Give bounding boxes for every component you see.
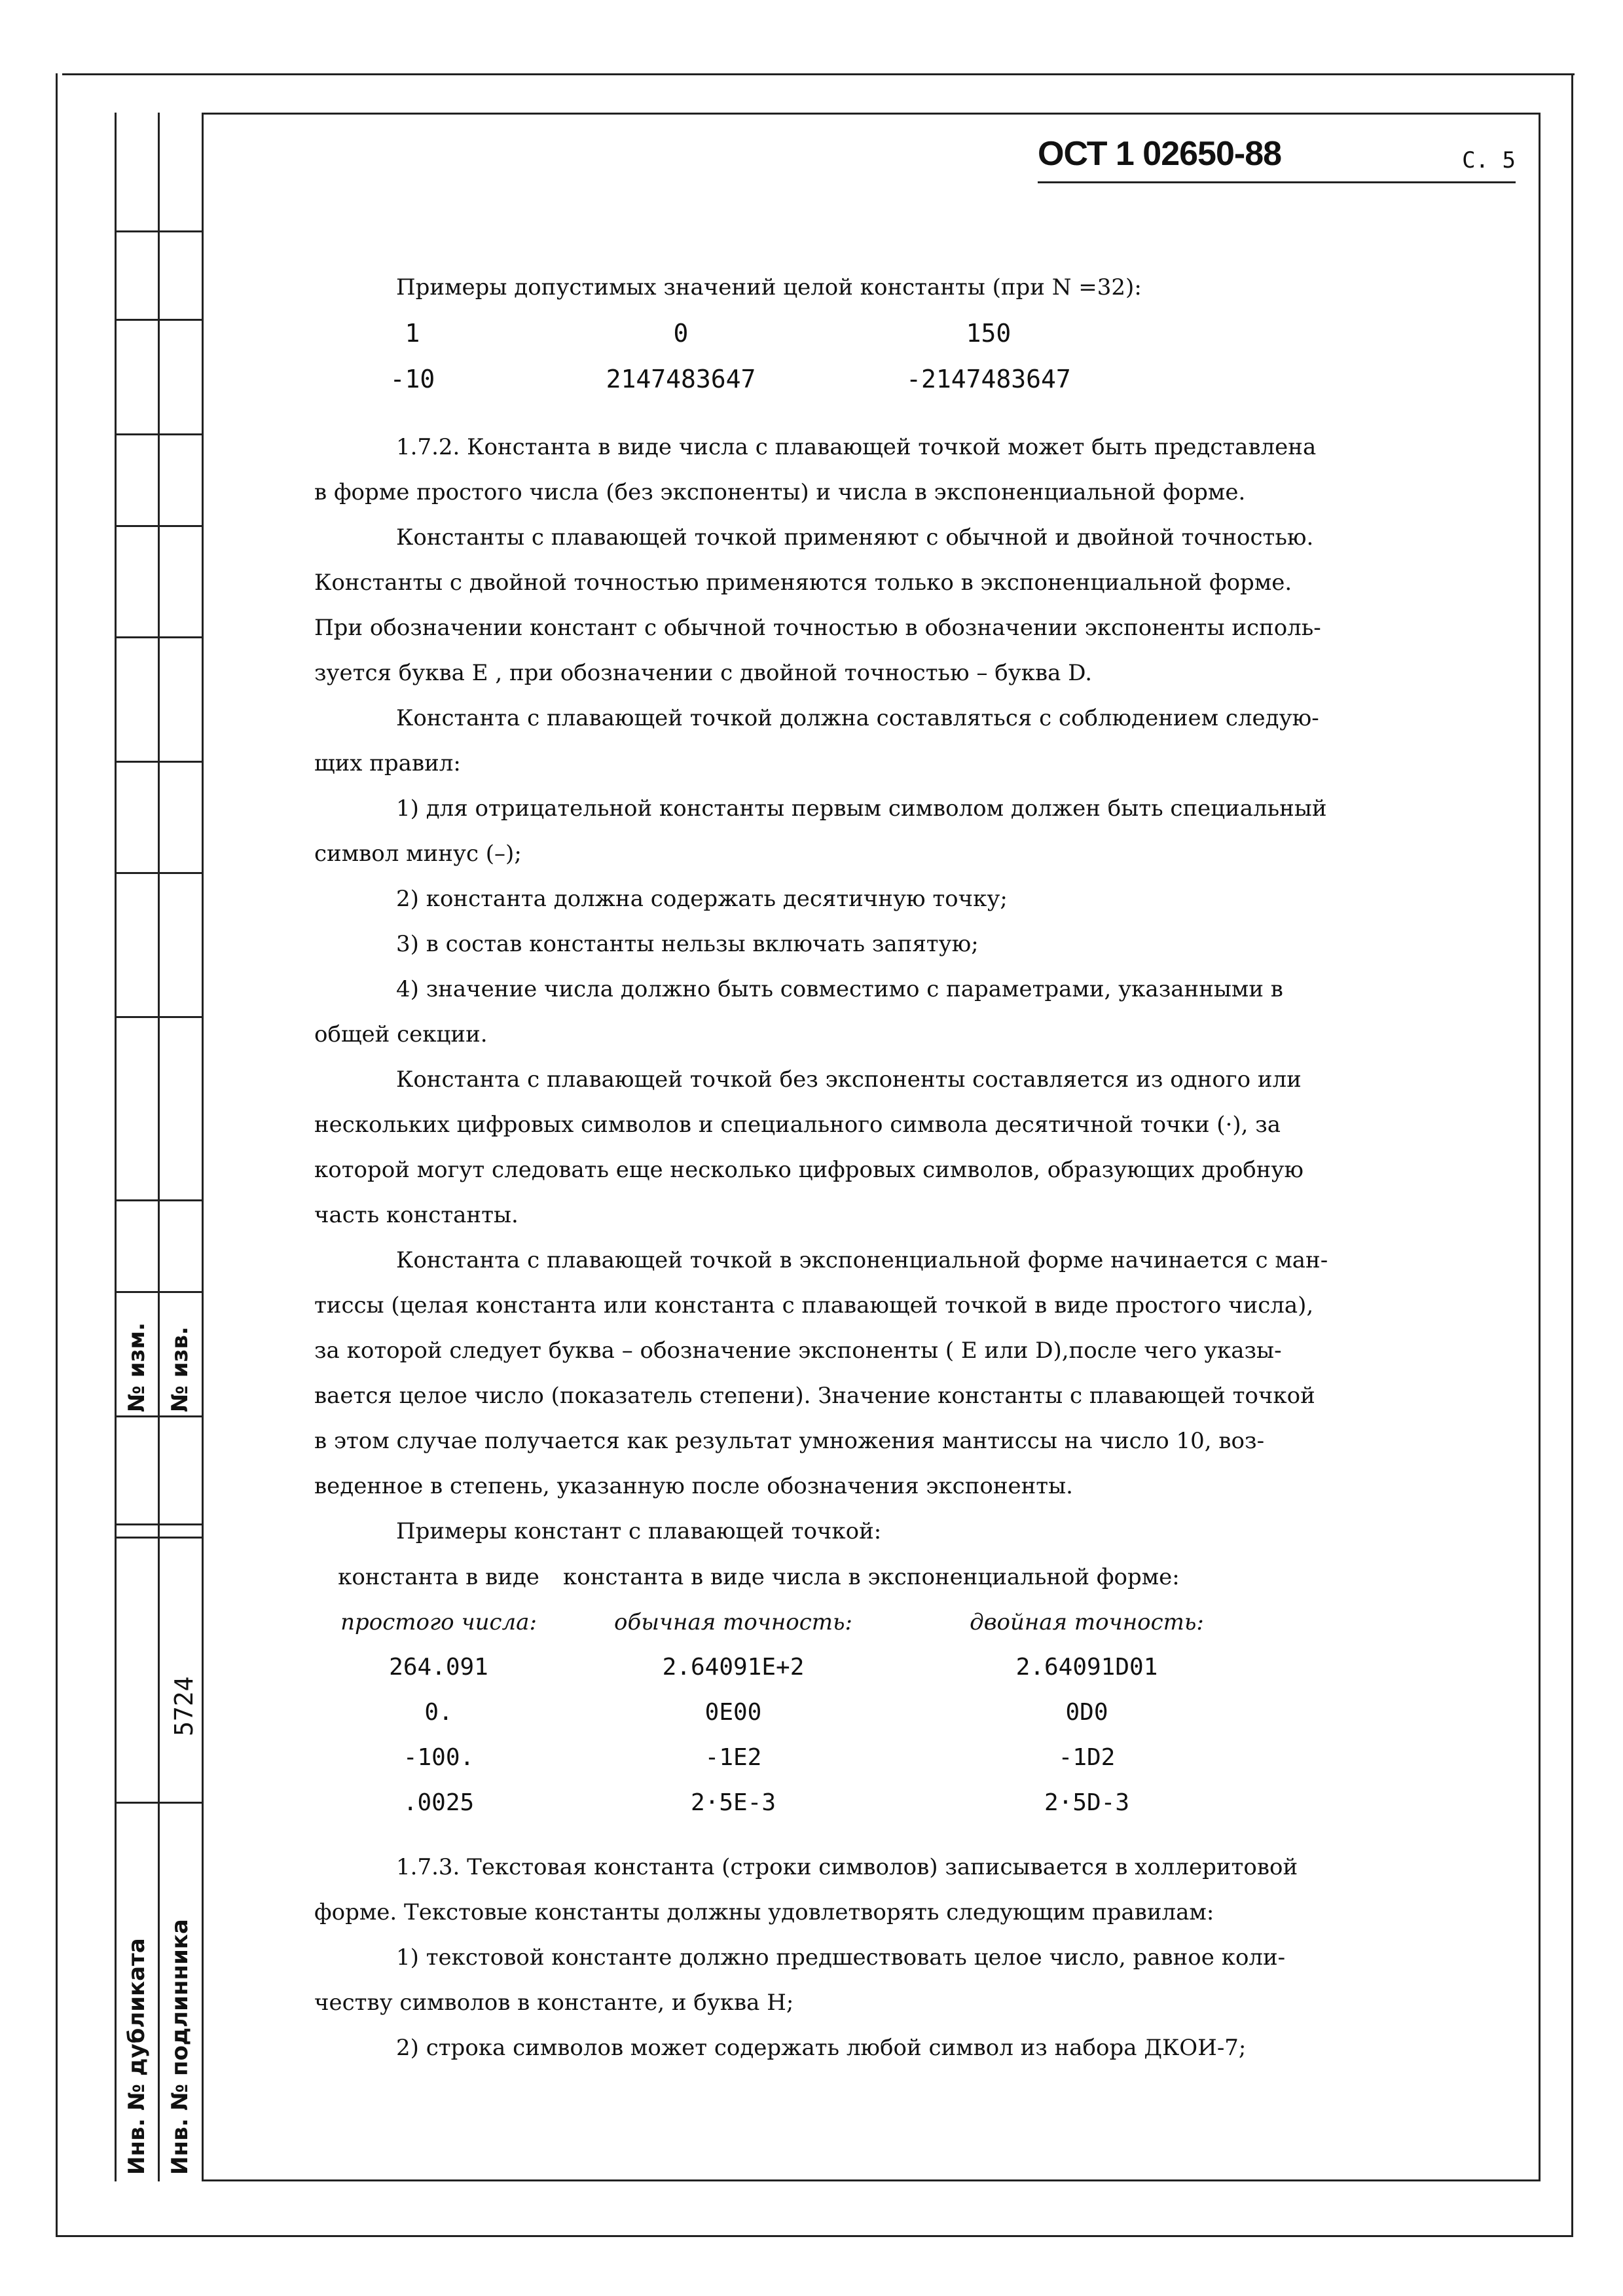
paragraph-line: которой могут следовать еще несколько цифровых символов, образующих дробную [314,1157,1304,1183]
stamp-row-line [115,433,202,435]
fp-example: 2.64091E+2 [662,1654,805,1681]
inv-original-label: Инв. № подлинника [167,1919,193,2175]
paragraph-line: При обозначении констант с обычной точностью в обозначении экспоненты исполь- [314,615,1321,641]
rule-item: 4) значение числа должно быть совместимо с параметрами, указанными в [396,976,1283,1002]
paragraph-line: Константы с двойной точностью применяются только в экспоненциальной форме. [314,570,1292,596]
fp-example: 0E00 [704,1699,762,1726]
stamp-row-line [115,1537,202,1539]
int-example: 1 [405,319,420,348]
int-example: 0 [673,319,689,348]
fp-table-row [314,1645,1440,1690]
paragraph-line: Константы с плавающей точкой применяют с обычной и двойной точностью. [396,524,1314,551]
stamp-row-line [115,761,202,763]
stamp-line-left [115,113,117,2181]
fp-table-heading: обычная точность: [613,1609,853,1635]
paragraph-line: тиссы (целая константа или константа с плавающей точкой в виде простого числа), [314,1292,1314,1319]
section-1-7-3-line: 1.7.3. Текстовая константа (строки символов) записывается в холлеритовой [396,1854,1298,1880]
fp-table-subheader [314,1599,1440,1645]
int-example: -10 [390,365,435,393]
fp-example: .0025 [403,1789,475,1816]
stamp-row-line [115,319,202,321]
fp-table-header [314,1554,1440,1599]
stamp-row-line [115,525,202,527]
document-body [314,265,1440,2071]
section-1-7-3-line: форме. Текстовые константы должны удовлетворять следующим правилам: [314,1899,1214,1925]
stamp-line-middle [158,113,160,2181]
section-1-7-2-line: 1.7.2. Константа в виде числа с плавающей точкой может быть представлена [396,434,1317,460]
section-1-7-2-line: в форме простого числа (без экспоненты) и числа в экспоненциальной форме. [314,479,1246,505]
fp-examples-intro: Примеры констант с плавающей точкой: [396,1518,882,1544]
fp-example: 2·5E-3 [690,1789,776,1816]
fp-table-heading: двойная точность: [970,1609,1204,1635]
stamp-row-line [115,1291,202,1293]
paragraph-line: вается целое число (показатель степени). Значение константы с плавающей точкой [314,1383,1315,1409]
inventory-number: 5724 [170,1676,198,1736]
page-header [1038,134,1516,187]
paragraph-line: Константа с плавающей точкой в экспоненциальной форме начинается с ман- [396,1247,1328,1273]
inv-duplicate-label: Инв. № дубликата [124,1938,150,2175]
stamp-row-line [115,1802,202,1804]
paragraph-line: Константа с плавающей точкой без экспоненты составляется из одного или [396,1066,1302,1093]
stamp-row-line [115,1199,202,1201]
fp-example: -1E2 [704,1744,762,1771]
paragraph-line: в этом случае получается как результат умножения мантиссы на число 10, воз- [314,1428,1265,1454]
fp-table-row [314,1735,1440,1780]
paragraph-line: часть константы. [314,1202,519,1228]
stamp-row-line [115,872,202,874]
rule-item: символ минус (–); [314,841,522,867]
paragraph-line: зуется буква E , при обозначении с двойной точностью – буква D. [314,660,1093,686]
int-example: 150 [966,319,1012,348]
stamp-row-line [115,1016,202,1018]
stamp-row-line [115,1523,158,1525]
rule-item: 2) строка символов может содержать любой символ из набора ДКОИ-7; [396,2035,1247,2061]
int-example: 2147483647 [606,365,756,393]
rule-item: 3) в состав константы нельзы включать запятую; [396,931,979,957]
fp-example: 2.64091D01 [1015,1654,1158,1681]
paragraph-line: нескольких цифровых символов и специального символа десятичной точки (·), за [314,1112,1281,1138]
stamp-row-line [115,636,202,638]
int-example-row [314,356,1440,402]
fp-example: -1D2 [1058,1744,1116,1771]
izv-label: № изв. [167,1326,193,1412]
int-example-row [314,310,1440,356]
fp-table-row [314,1690,1440,1735]
stamp-row-line [115,1415,202,1417]
rule-item: 1) текстовой константе должно предшествовать целое число, равное коли- [396,1944,1286,1971]
fp-table-heading: простого числа: [340,1609,537,1635]
fp-table-row [314,1780,1440,1825]
fp-table-heading: константа в виде [338,1563,539,1590]
int-example: -2147483647 [906,365,1071,393]
izm-label: № изм. [124,1322,150,1412]
fp-example: 0D0 [1065,1699,1108,1726]
rule-item: 1) для отрицательной константы первым символом должен быть специальный [396,795,1327,822]
fp-example: 0. [424,1699,453,1726]
fp-example: 2·5D-3 [1044,1789,1130,1816]
int-examples-intro: Примеры допустимых значений целой константы (при N =32): [396,274,1142,301]
page-number: С. 5 [1462,147,1516,173]
fp-example: -100. [403,1744,475,1771]
fp-example: 264.091 [389,1654,488,1681]
paragraph-line: веденное в степень, указанную после обозначения экспоненты. [314,1473,1073,1499]
fp-table-heading: константа в виде числа в экспоненциальной форме: [563,1563,1180,1590]
stamp-row-line [158,1523,202,1525]
paragraph-line: щих правил: [314,750,461,776]
stamp-row-line [115,230,202,232]
document-code: ОСТ 1 02650-88 [1038,135,1282,173]
rule-item: честву символов в константе, и буква Н; [314,1990,794,2016]
paragraph-line: Константа с плавающей точкой должна составляться с соблюдением следую- [396,705,1319,731]
rule-item: 2) константа должна содержать десятичную точку; [396,886,1008,912]
rule-item: общей секции. [314,1021,488,1048]
paragraph-line: за которой следует буква – обозначение экспоненты ( E или D),после чего указы- [314,1338,1282,1364]
header-underline [1038,181,1516,183]
margin-stamp-columns [115,113,202,2181]
